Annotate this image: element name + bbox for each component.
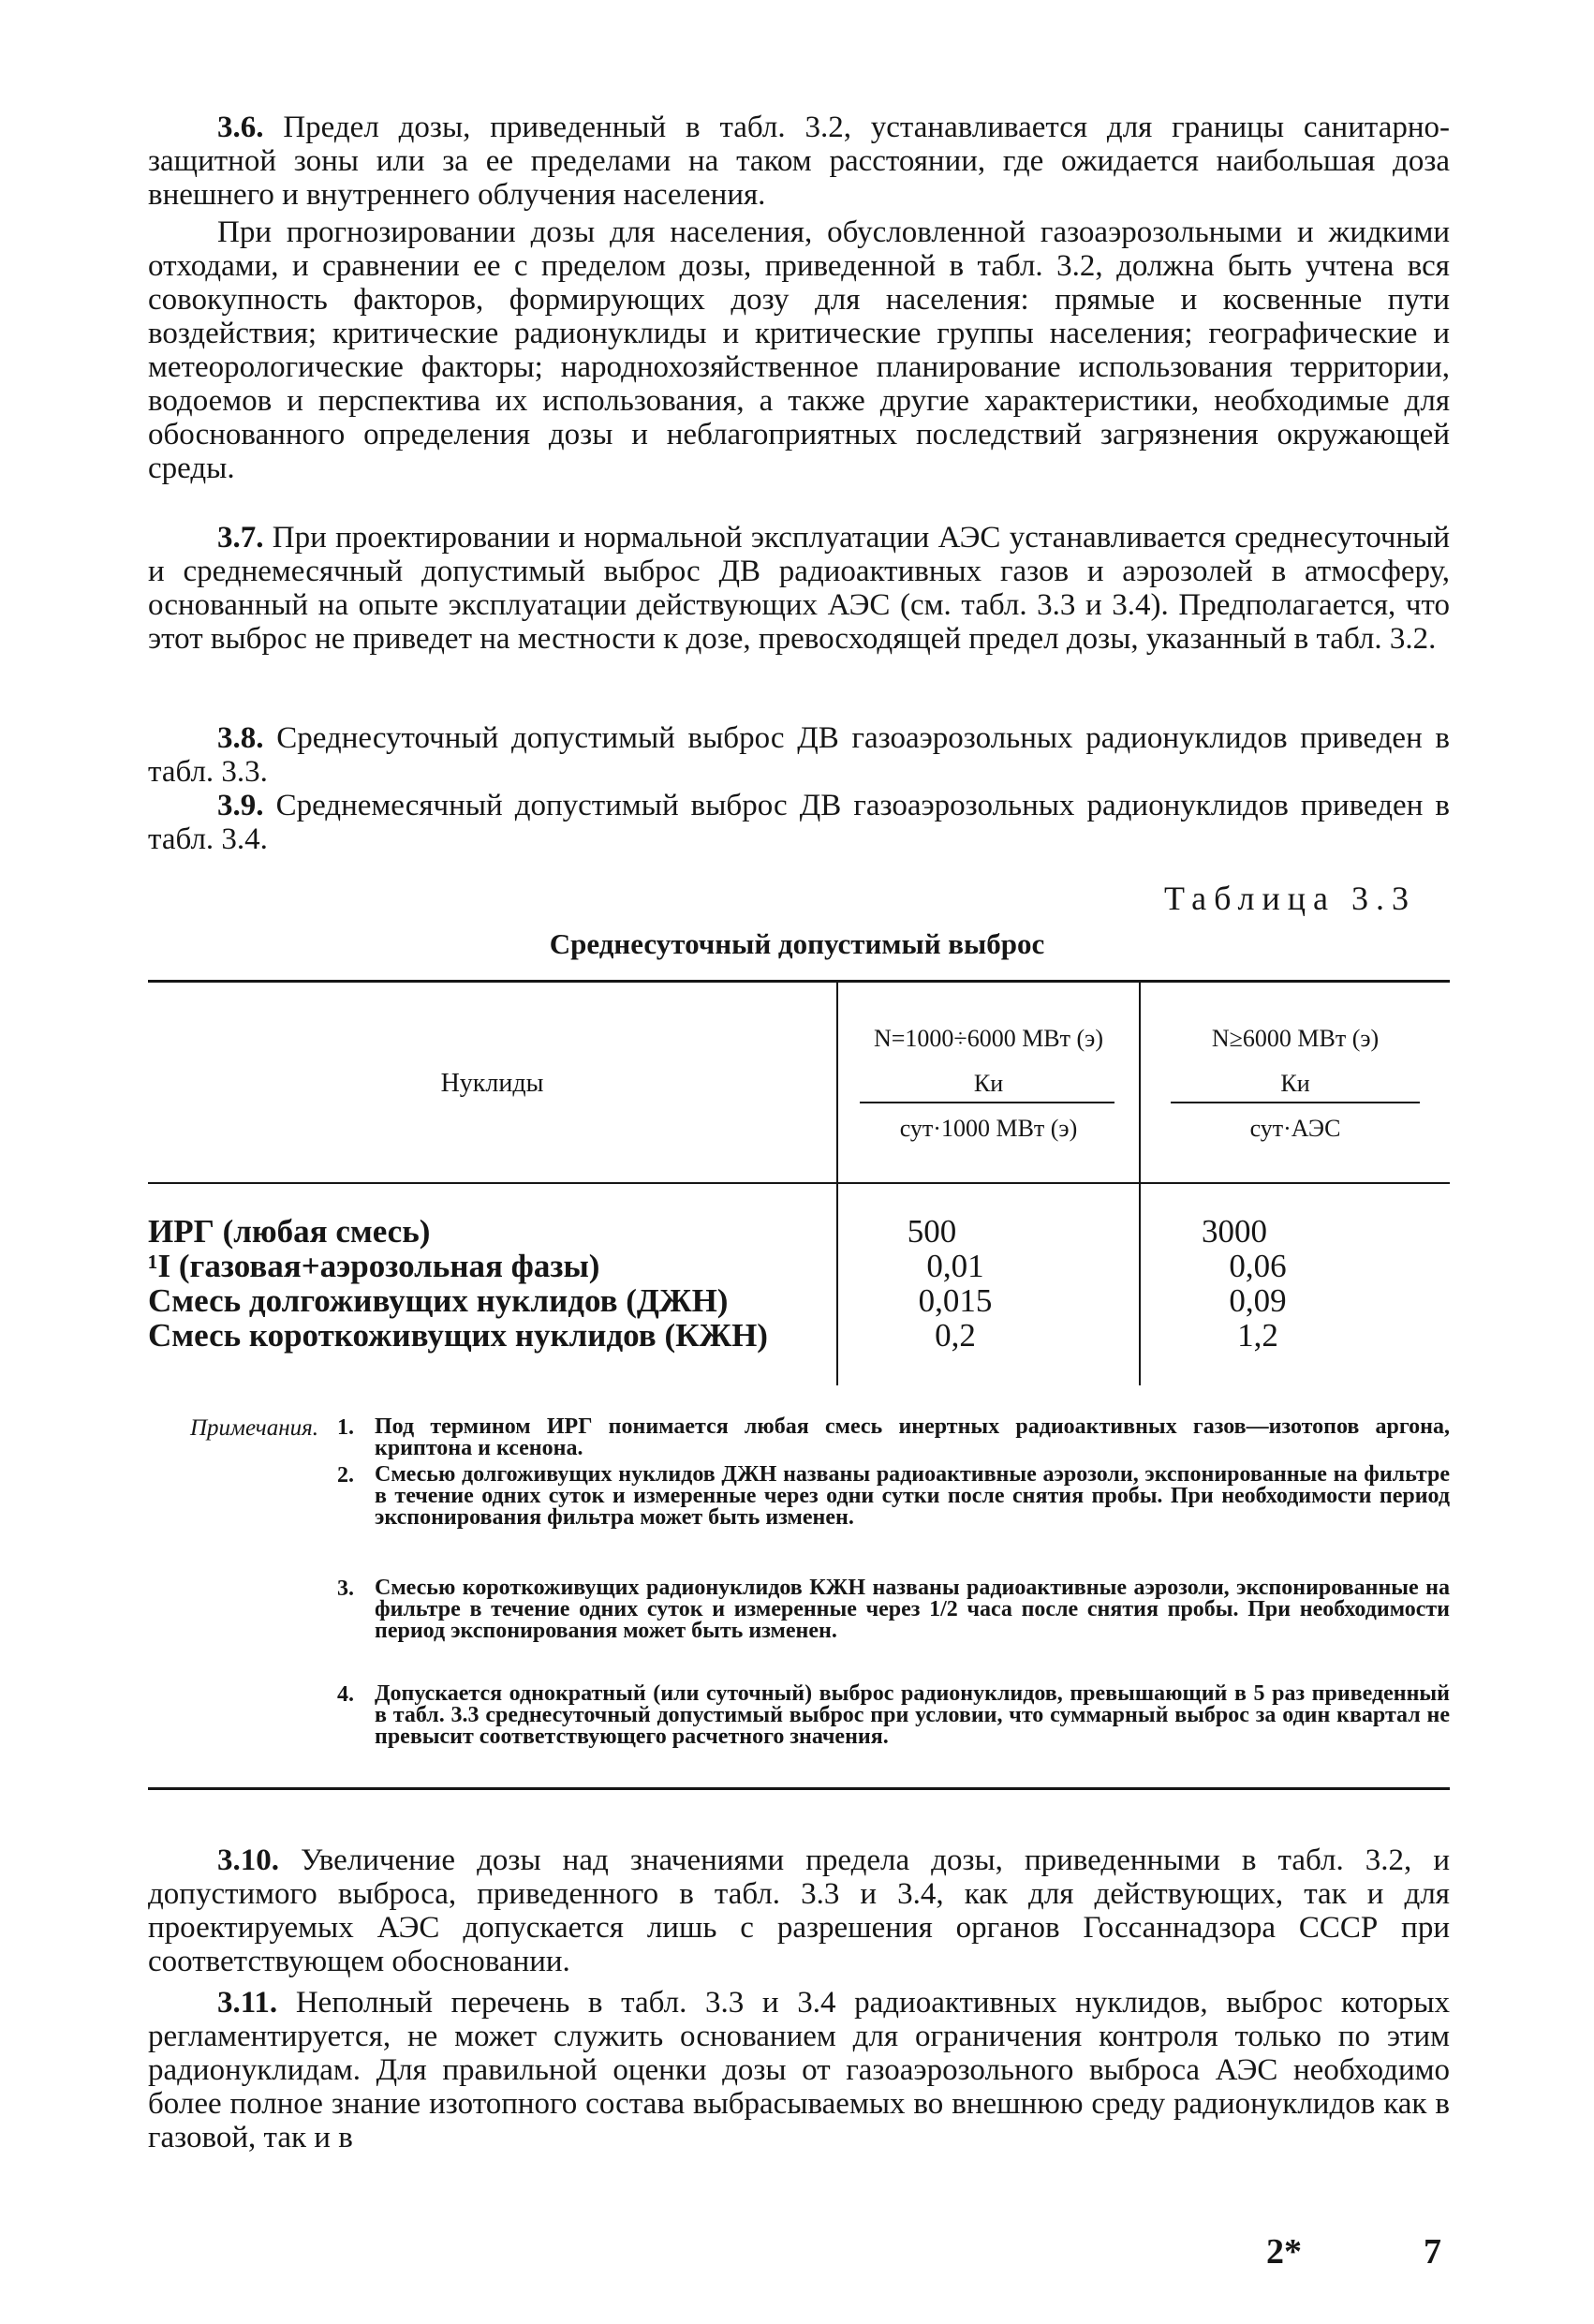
note-number: 3. (337, 1576, 354, 1601)
table-row-value-col1: 0,015 (918, 1282, 993, 1319)
paragraph-text: При проектировании и нормальной эксплуатации АЭС устанавливается среднесуточный и среднемесячный допустимый выброс ДВ радиоактивных газов и аэрозолей в атмосферу, основанный на опыте эксплуатации действующих АЭС (см. табл. 3.3 и 3.4). Предполагается, что этот выброс не приведет на местности к дозе, превосходящей предел дозы, указанный в табл. 3.2. (148, 521, 1450, 656)
signature-mark: 2* (1266, 2232, 1302, 2272)
header-col2-unit-numerator: Ки (1280, 1070, 1310, 1097)
table-title: Среднесуточный допустимый выброс (549, 927, 1045, 960)
paragraph-3-11 (148, 1986, 1450, 2154)
paragraph-text: Неполный перечень в табл. 3.3 и 3.4 радиоактивных нуклидов, выброс которых регламентируется, не может служить основанием для ограничения контроля только по этим радионуклидам. Для правильной оценки дозы от газоаэрозольного выброса АЭС необходимо более полное знание изотопного состава выбрасываемых во внешнюю среду радионуклидов как в газовой, так и в (148, 1986, 1450, 2154)
paragraph-text: Среднесуточный допустимый выброс ДВ газоаэрозольных радионуклидов приведен в табл. 3.3. (148, 721, 1450, 789)
note-text: Под термином ИРГ понимается любая смесь инертных радиоактивных газов—изотопов аргона, криптона и ксенона. (375, 1414, 1450, 1460)
table-row-value-col2: 0,09 (1229, 1282, 1287, 1319)
note-number: 1. (337, 1415, 354, 1440)
table-label: Таблица 3.3 (1164, 880, 1416, 917)
table-row-value-col1: 0,2 (935, 1317, 976, 1354)
table-row-value-col2: 1,2 (1237, 1317, 1278, 1354)
paragraph-forecast (148, 215, 1450, 485)
note-number: 2. (337, 1463, 354, 1488)
paragraph-number: 3.7. (217, 521, 264, 555)
header-col2-fraction-bar (1171, 1102, 1420, 1103)
header-nuclides: Нуклиды (440, 1069, 544, 1098)
paragraph-number: 3.8. (217, 721, 264, 755)
header-col1-unit-numerator: Ки (973, 1070, 1004, 1097)
table-row-value-col1: 500 (907, 1213, 957, 1250)
paragraph-number: 3.11. (217, 1986, 278, 2020)
paragraph-text: При прогнозировании дозы для населения, обусловленной газоаэрозольными и жидкими отходами, и сравнении ее с пределом дозы, приведенной в табл. 3.2, должна быть учтена вся совокупность факторов, формирующих дозу для населения: прямые и косвенные пути воздействия; критические радионуклиды и критические группы населения; географические и метеорологические факторы; народнохозяйственное планирование использования территории, водоемов и перспектива их использования, а также другие характеристики, необходимые для обоснованного определения дозы и неблагоприятных последствий загрязнения окружающей среды. (148, 215, 1450, 485)
header-col2: N≥6000 МВт (э) (1211, 1025, 1380, 1052)
table-row-value-col2: 0,06 (1229, 1248, 1287, 1284)
header-col2-unit-denominator: сут·АЭС (1249, 1115, 1341, 1142)
paragraph-3-6 (148, 111, 1450, 212)
table-row-name: ¹I (газовая+аэрозольная фазы) (148, 1248, 600, 1284)
notes-label: Примечания. (190, 1415, 318, 1441)
note-text: Смесью долгоживущих нуклидов ДЖН названы радиоактивные аэрозоли, экспонированные на фильтре в течение одних суток и измеренные через одни сутки после снятия пробы. При необходимости период экспонирования фильтра может быть изменен. (375, 1462, 1450, 1530)
paragraph-text: Увеличение дозы над значениями предела дозы, приведенными в табл. 3.2, и допустимого выброса, приведенного в табл. 3.3 и 3.4, как для действующих, так и для проектируемых АЭС допускается лишь с разрешения органов Госсаннадзора СССР при соответствующем обосновании. (148, 1843, 1450, 1978)
table-row-name: Смесь короткоживущих нуклидов (КЖН) (148, 1317, 768, 1354)
table-header-rule (148, 1182, 1450, 1184)
header-col1-unit-denominator: сут·1000 МВт (э) (899, 1115, 1078, 1142)
note-number: 4. (337, 1682, 354, 1707)
table-row-value-col2: 3000 (1202, 1213, 1267, 1250)
paragraph-3-10 (148, 1843, 1450, 1978)
table-bottom-rule (148, 1787, 1450, 1790)
table-row-name: Смесь долгоживущих нуклидов (ДЖН) (148, 1282, 729, 1319)
table-row-name: ИРГ (любая смесь) (148, 1213, 431, 1250)
paragraph-text: Предел дозы, приведенный в табл. 3.2, устанавливается для границы санитарно-защитной зоны или за ее пределами на таком расстоянии, где ожидается наибольшая доза внешнего и внутреннего облучения населения. (148, 111, 1450, 212)
paragraph-number: 3.6. (217, 111, 264, 144)
paragraph-3-8 (148, 721, 1450, 789)
paragraph-text: Среднемесячный допустимый выброс ДВ газоаэрозольных радионуклидов приведен в табл. 3.4. (148, 789, 1450, 856)
table-row-value-col1: 0,01 (926, 1248, 984, 1284)
note-text: Допускается однократный (или суточный) выброс радионуклидов, превышающий в 5 раз приведенный в табл. 3.3 среднесуточный допустимый выброс при условии, что суммарный выброс за один квартал не превысит соответствующего расчетного значения. (375, 1681, 1450, 1749)
table-top-rule (148, 980, 1450, 983)
paragraph-3-7 (148, 521, 1450, 656)
paragraph-3-9 (148, 789, 1450, 856)
paragraph-number: 3.9. (217, 789, 264, 822)
note-text: Смесью короткоживущих радионуклидов КЖН названы радиоактивные аэрозоли, экспонированные на фильтре в течение одних суток и измеренные через 1/2 часа после снятия пробы. При необходимости период экспонирования может быть изменен. (375, 1576, 1450, 1643)
paragraph-number: 3.10. (217, 1843, 279, 1877)
page-number: 7 (1424, 2232, 1441, 2272)
header-col1: N=1000÷6000 МВт (э) (873, 1025, 1103, 1052)
header-col1-fraction-bar (860, 1102, 1114, 1103)
